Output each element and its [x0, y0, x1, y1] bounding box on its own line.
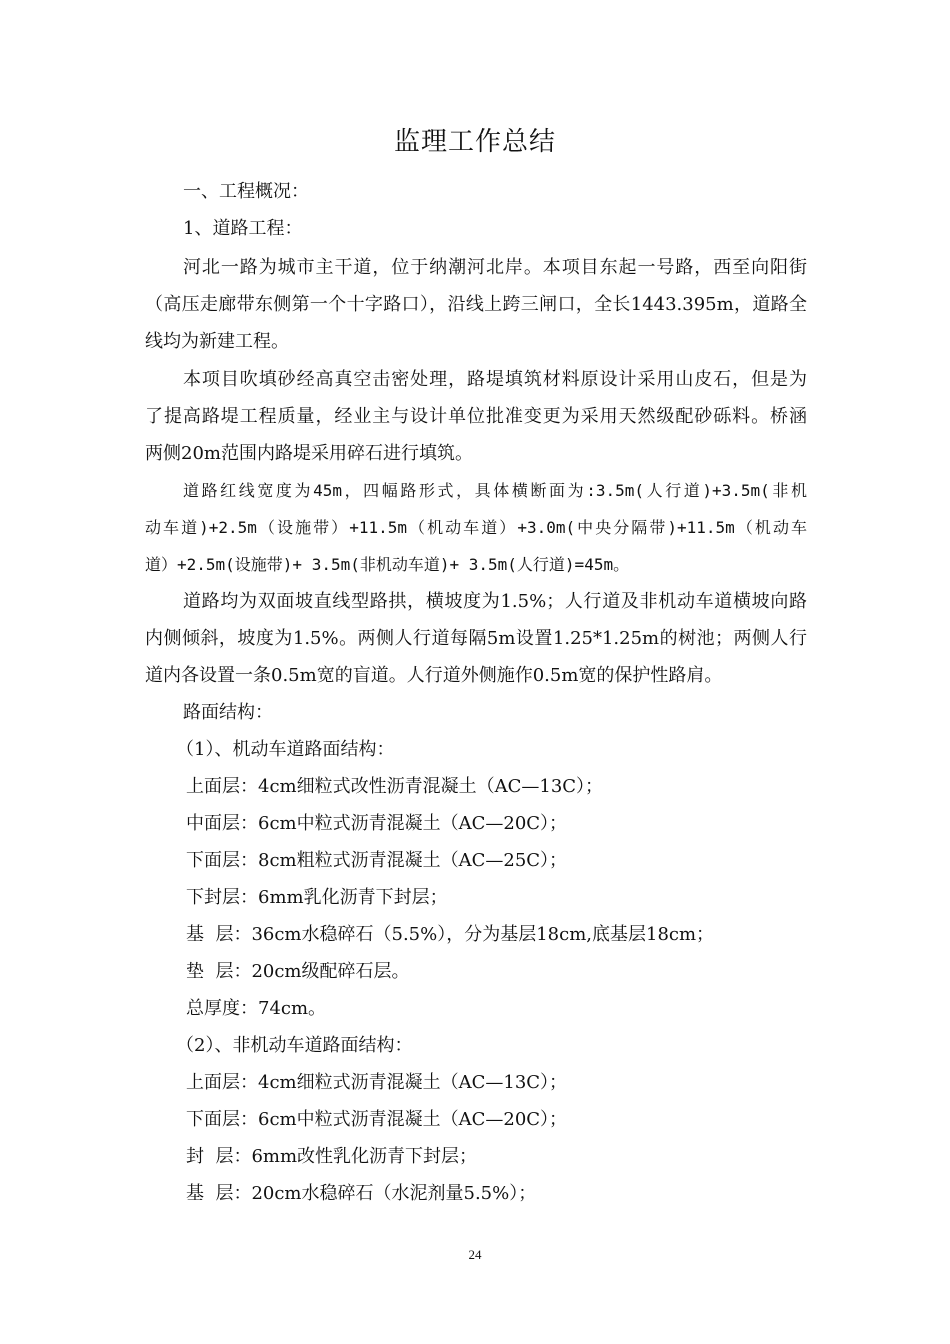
paragraph-line: 河北一路为城市主干道，位于纳潮河北岸。本项目东起一号路，西至向阳街 [183, 257, 807, 278]
paragraph-line: 道）+2.5m(设施带)+ 3.5m(非机动车道)+ 3.5m(人行道)=45m。 [145, 555, 630, 574]
paragraph-line: （高压走廊带东侧第一个十字路口），沿线上跨三闸口，全长1443.395m，道路全 [145, 294, 807, 315]
motor-lane-layer: 下面层：8cm粗粒式沥青混凝土（AC—25C）； [186, 850, 568, 871]
paragraph-line: 两侧20m范围内路堤采用碎石进行填筑。 [145, 443, 473, 464]
motor-lane-layer: 中面层：6cm中粒式沥青混凝土（AC—20C）； [186, 813, 568, 834]
page-number: 24 [468, 1247, 482, 1262]
paragraph-line: 了提高路堤工程质量，经业主与设计单位批准变更为采用天然级配砂砾料。桥涵 [145, 406, 807, 427]
motor-lane-layer: 垫 层：20cm级配碎石层。 [186, 961, 410, 982]
paragraph-line: 动车道)+2.5m（设施带）+11.5m（机动车道）+3.0m(中央分隔带)+11.5m（机动车 [145, 518, 807, 537]
non-motor-lane-layer: 上面层：4cm细粒式沥青混凝土（AC—13C）； [186, 1072, 568, 1093]
motor-lane-layer: 基 层：36cm水稳碎石（5.5%），分为基层18cm,底基层18cm； [186, 924, 715, 945]
section-heading: 一、工程概况： [183, 181, 309, 202]
paragraph-line: 内侧倾斜，坡度为1.5%。两侧人行道每隔5m设置1.25*1.25m的树池；两侧人行 [145, 628, 807, 649]
pavement-heading: 路面结构： [183, 702, 273, 723]
motor-lane-total-thickness: 总厚度：74cm。 [186, 998, 327, 1019]
paragraph-line: 线均为新建工程。 [145, 331, 289, 352]
motor-lane-layer: 上面层：4cm细粒式改性沥青混凝土（AC—13C）； [186, 776, 604, 797]
non-motor-lane-layer: 封 层：6mm改性乳化沥青下封层； [186, 1146, 478, 1167]
paragraph-line: 本项目吹填砂经高真空击密处理，路堤填筑材料原设计采用山皮石，但是为 [183, 369, 807, 390]
non-motor-lane-layer: 基 层：20cm水稳碎石（水泥剂量5.5%）； [186, 1183, 537, 1204]
paragraph-line: 道内各设置一条0.5m宽的盲道。人行道外侧施作0.5m宽的保护性路肩。 [145, 665, 723, 686]
non-motor-lane-layer: 下面层：6cm中粒式沥青混凝土（AC—20C）； [186, 1109, 568, 1130]
paragraph-line: 道路红线宽度为45m，四幅路形式，具体横断面为:3.5m(人行道)+3.5m(非机 [183, 481, 807, 500]
motor-lane-layer: 下封层：6mm乳化沥青下封层； [186, 887, 448, 908]
document-title: 监理工作总结 [393, 127, 556, 157]
subsection-heading: 1、道路工程： [183, 218, 303, 239]
non-motor-lane-heading: （2）、非机动车道路面结构： [176, 1035, 413, 1056]
motor-lane-heading: （1）、机动车道路面结构： [176, 739, 395, 760]
paragraph-line: 道路均为双面坡直线型路拱，横坡度为1.5%；人行道及非机动车道横坡向路 [183, 591, 807, 612]
